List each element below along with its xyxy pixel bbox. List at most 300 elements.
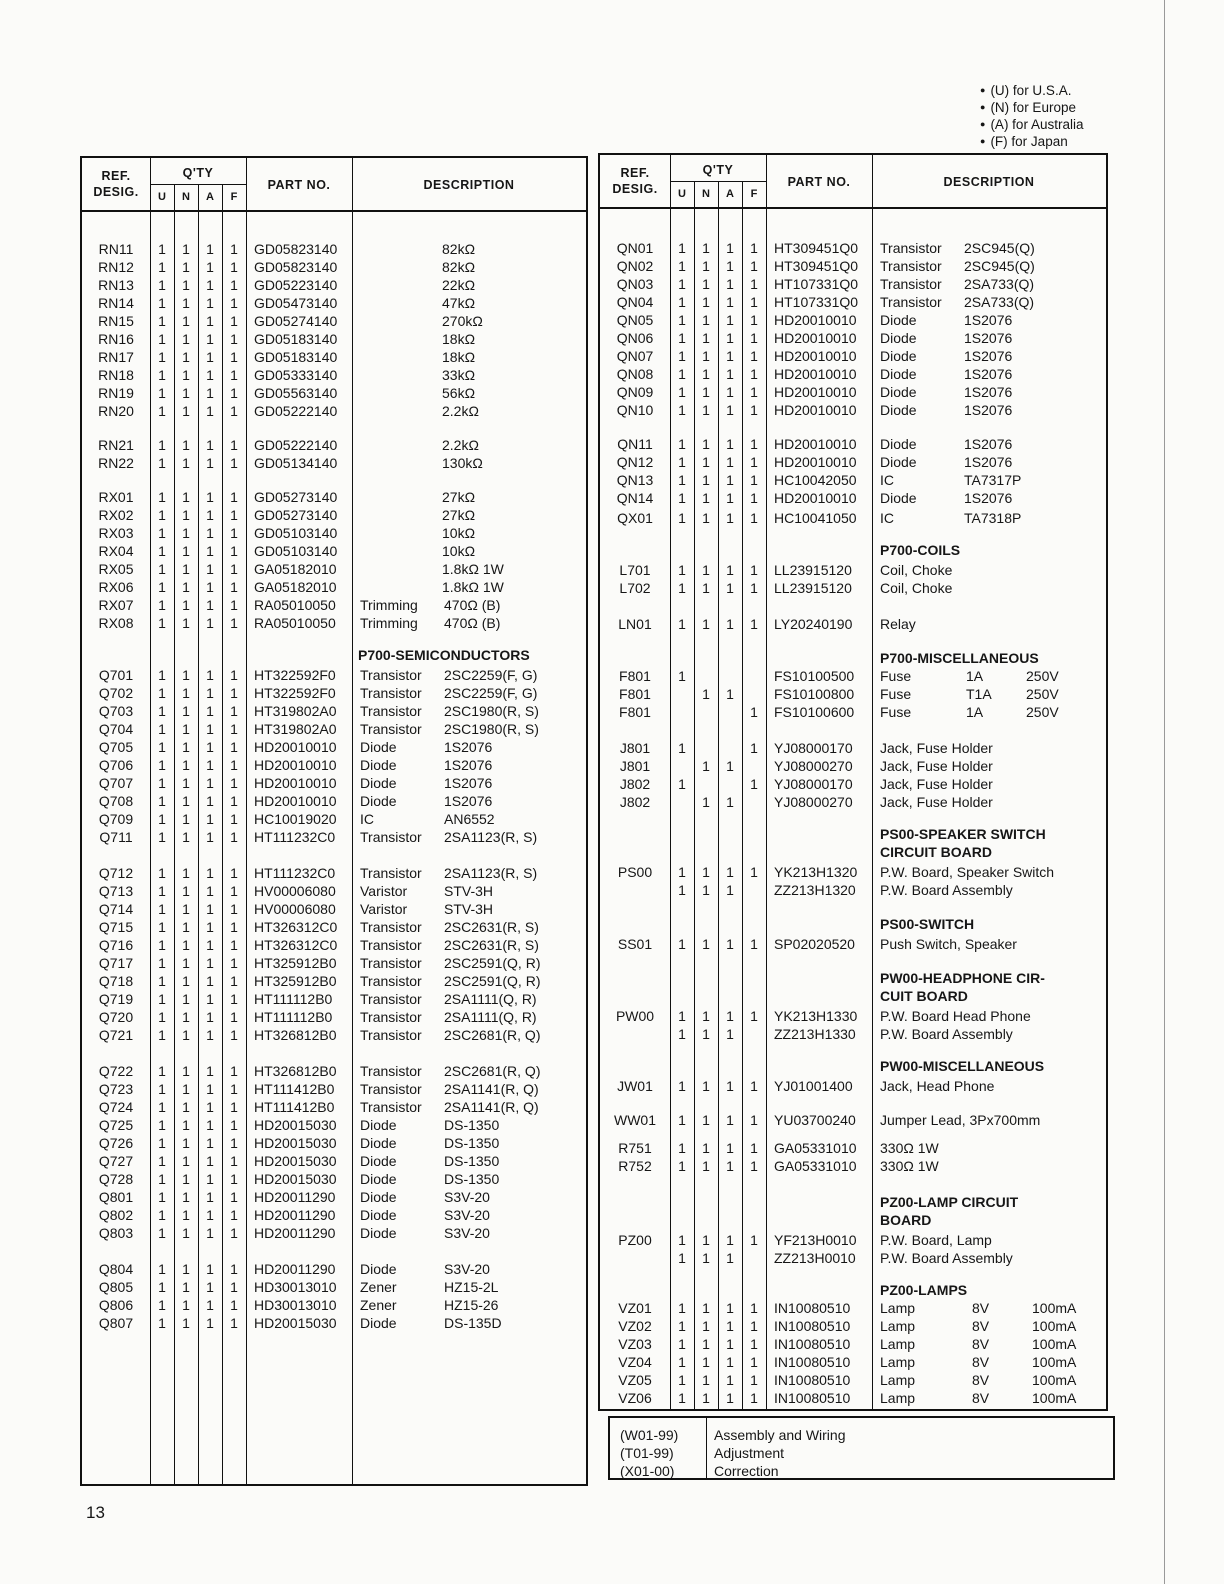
qty-f: 1 <box>230 793 238 809</box>
ref-header-line1: REF. <box>620 166 650 180</box>
qty-f: 1 <box>750 348 758 364</box>
table-row <box>600 863 1106 881</box>
description-rating: 250V <box>1026 668 1059 684</box>
qty-f: 1 <box>750 1008 758 1024</box>
description-type: Diode <box>360 793 397 809</box>
qty-n: 1 <box>702 294 710 310</box>
part-number: HV00006080 <box>254 883 336 899</box>
qty-u: 1 <box>158 775 166 791</box>
description-value: 2SA733(Q) <box>964 294 1035 310</box>
description-value: 56kΩ <box>442 385 476 401</box>
part-number: RA05010050 <box>254 597 336 613</box>
qty-u: 1 <box>158 597 166 613</box>
table-row <box>82 348 586 366</box>
qty-f: 1 <box>230 579 238 595</box>
table-row <box>600 329 1106 347</box>
ref-desig: J801 <box>619 758 651 774</box>
part-number: HT322592F0 <box>254 685 336 701</box>
section-title: P700-COILS <box>880 542 961 558</box>
qty-u: 1 <box>158 331 166 347</box>
part-number: HD20010010 <box>774 312 857 328</box>
qty-u: 1 <box>678 776 686 792</box>
part-number: HT319802A0 <box>254 703 337 719</box>
qty-a: 1 <box>726 1140 734 1156</box>
ref-desig: RX02 <box>98 507 134 523</box>
description-header: DESCRIPTION <box>423 178 515 192</box>
qty-u: 1 <box>678 384 686 400</box>
description-value: 1S2076 <box>444 775 493 791</box>
part-number: HD20011290 <box>254 1189 336 1205</box>
description-type: Transistor <box>880 240 942 256</box>
qty-a: 1 <box>726 366 734 382</box>
table-row <box>600 509 1106 527</box>
ref-desig: RN18 <box>98 367 134 383</box>
qty-f: 1 <box>230 313 238 329</box>
part-number: HD20010010 <box>774 330 857 346</box>
table-row <box>82 1062 586 1080</box>
table-row <box>82 666 586 684</box>
qty-u: 1 <box>678 258 686 274</box>
qty-n: 1 <box>702 1008 710 1024</box>
description-type: Diode <box>360 1189 397 1205</box>
table-row <box>82 720 586 738</box>
qty-a: 1 <box>206 561 214 577</box>
description-type: P.W. Board Assembly <box>880 1250 1013 1266</box>
qty-f: 1 <box>750 1372 758 1388</box>
qty-f: 1 <box>230 973 238 989</box>
qty-f: 1 <box>230 901 238 917</box>
ref-desig: Q707 <box>98 775 134 791</box>
part-number: YJ08000270 <box>774 758 853 774</box>
qty-n: 1 <box>182 579 190 595</box>
description-type: Varistor <box>360 883 408 899</box>
ref-desig: PZ00 <box>618 1232 652 1248</box>
table-row <box>600 257 1106 275</box>
part-number: YK213H1320 <box>774 864 858 880</box>
description-type: Diode <box>880 366 917 382</box>
qty-f: 1 <box>230 349 238 365</box>
description-value: 1S2076 <box>964 348 1013 364</box>
part-number: HD20010010 <box>774 384 857 400</box>
qty-u: 1 <box>158 295 166 311</box>
qty-f: 1 <box>230 919 238 935</box>
description-rating: 100mA <box>1032 1300 1077 1316</box>
qty-u: 1 <box>678 1112 686 1128</box>
ref-desig: VZ03 <box>618 1336 652 1352</box>
part-number: HD20010010 <box>774 348 857 364</box>
qty-a: 1 <box>726 1112 734 1128</box>
description-value: 1S2076 <box>964 330 1013 346</box>
qty-n: 1 <box>182 1027 190 1043</box>
qty-f: 1 <box>230 295 238 311</box>
qty-a: 1 <box>726 348 734 364</box>
qty-f: 1 <box>230 721 238 737</box>
section-title: BOARD <box>880 1212 932 1228</box>
description-value: 2SC1980(R, S) <box>444 721 539 737</box>
description-type: P.W. Board Head Phone <box>880 1008 1031 1024</box>
table-row <box>82 1260 586 1278</box>
part-number: HD20015030 <box>254 1171 337 1187</box>
part-number: IN10080510 <box>774 1318 851 1334</box>
qty-n: 1 <box>182 1225 190 1241</box>
part-number: GA05331010 <box>774 1140 857 1156</box>
qty-n: 1 <box>182 991 190 1007</box>
part-number: GA05331010 <box>774 1158 857 1174</box>
qty-u: 1 <box>158 1261 166 1277</box>
code-x: (X01-00) <box>620 1463 675 1479</box>
table-row <box>82 1170 586 1188</box>
qty-u: 1 <box>158 973 166 989</box>
table-row <box>600 1231 1106 1249</box>
table-row <box>82 738 586 756</box>
qty-n: 1 <box>182 811 190 827</box>
description-type: Transistor <box>360 667 422 683</box>
qty-u: 1 <box>678 454 686 470</box>
description-value: 10kΩ <box>442 543 476 559</box>
qty-u: 1 <box>678 402 686 418</box>
qty-n: 1 <box>702 454 710 470</box>
ref-desig: Q711 <box>99 829 133 845</box>
description-value: 1.8kΩ 1W <box>442 561 504 577</box>
part-number: GD05103140 <box>254 525 338 541</box>
part-number: YF213H0010 <box>774 1232 857 1248</box>
table-row <box>600 579 1106 597</box>
table-row <box>82 900 586 918</box>
description-value: 2SC2259(F, G) <box>444 667 538 683</box>
part-number: HD30013010 <box>254 1279 337 1295</box>
description-type: Diode <box>880 384 917 400</box>
qty-f: 1 <box>750 384 758 400</box>
qty-f: 1 <box>750 490 758 506</box>
qty-a: 1 <box>726 312 734 328</box>
description-value: 1S2076 <box>964 490 1013 506</box>
part-number: HT319802A0 <box>254 721 337 737</box>
description-type: Transistor <box>360 1063 422 1079</box>
qty-u: 1 <box>158 685 166 701</box>
description-value: 2.2kΩ <box>442 437 479 453</box>
description-value: HZ15-2L <box>444 1279 499 1295</box>
qty-f: 1 <box>230 1261 238 1277</box>
qty-u: 1 <box>158 615 166 631</box>
part-number: HD20010010 <box>774 436 857 452</box>
qty-u: 1 <box>678 1250 686 1266</box>
ref-desig: Q727 <box>98 1153 134 1169</box>
qty-f: 1 <box>750 1300 758 1316</box>
description-value: 8V <box>972 1336 990 1352</box>
qty-u: 1 <box>678 1336 686 1352</box>
description-type: Diode <box>360 1117 397 1133</box>
qty-a: 1 <box>206 1279 214 1295</box>
description-value: 82kΩ <box>442 259 476 275</box>
qty-n: 1 <box>182 1135 190 1151</box>
qty-u: 1 <box>158 739 166 755</box>
qty-n: 1 <box>702 402 710 418</box>
part-number: HV00006080 <box>254 901 336 917</box>
qty-a: 1 <box>206 919 214 935</box>
qty-f: 1 <box>750 1140 758 1156</box>
ref-desig: Q719 <box>98 991 134 1007</box>
table-row <box>82 436 586 454</box>
ref-desig: Q724 <box>98 1099 134 1115</box>
qty-f: 1 <box>750 454 758 470</box>
qty-f: 1 <box>230 1081 238 1097</box>
qty-n: 1 <box>182 313 190 329</box>
qty-f: 1 <box>750 936 758 952</box>
table-row <box>600 453 1106 471</box>
table-row <box>600 347 1106 365</box>
qty-a: 1 <box>206 775 214 791</box>
qty-f: 1 <box>230 1009 238 1025</box>
qty-u: 1 <box>678 294 686 310</box>
description-value: 1A <box>966 668 984 684</box>
qty-n: 1 <box>182 277 190 293</box>
qty-f: 1 <box>230 1027 238 1043</box>
qty-a: 1 <box>726 1232 734 1248</box>
qty-u: 1 <box>678 1158 686 1174</box>
description-value: 2SA1111(Q, R) <box>444 991 537 1007</box>
table-row <box>82 1098 586 1116</box>
qty-f: 1 <box>230 437 238 453</box>
ref-desig: RX06 <box>98 579 134 595</box>
qty-f: 1 <box>230 277 238 293</box>
qty-a: 1 <box>206 277 214 293</box>
description-type: 330Ω 1W <box>880 1140 939 1156</box>
qty-n: 1 <box>182 507 190 523</box>
ref-desig: R751 <box>618 1140 652 1156</box>
description-rating: 100mA <box>1032 1336 1077 1352</box>
part-number: HD20010010 <box>774 366 857 382</box>
qty-u: 1 <box>158 259 166 275</box>
qty-a: 1 <box>726 1390 734 1406</box>
table-row <box>600 703 1106 721</box>
part-number: YK213H1330 <box>774 1008 858 1024</box>
table-row <box>600 1389 1106 1407</box>
ref-desig: RN15 <box>98 313 134 329</box>
qty-n: 1 <box>182 349 190 365</box>
qty-n: 1 <box>702 1232 710 1248</box>
description-type: Lamp <box>880 1318 916 1334</box>
qty-a: 1 <box>726 686 734 702</box>
ref-desig: SS01 <box>617 936 653 952</box>
qty-a: 1 <box>206 349 214 365</box>
table-row <box>82 1314 586 1332</box>
ref-desig: Q703 <box>98 703 134 719</box>
part-number: HD20015030 <box>254 1117 337 1133</box>
qty-u: 1 <box>158 793 166 809</box>
qty-f: 1 <box>230 1297 238 1313</box>
qty-u: 1 <box>158 1171 166 1187</box>
qty-u: 1 <box>158 1063 166 1079</box>
description-rating: 100mA <box>1032 1354 1077 1370</box>
description-type: Trimming <box>360 597 418 613</box>
qty-a: 1 <box>206 721 214 737</box>
section-heading <box>600 1281 1106 1299</box>
qty-n: 1 <box>182 241 190 257</box>
section-title: CIRCUIT BOARD <box>880 844 992 860</box>
qty-n: 1 <box>182 937 190 953</box>
qty-f: 1 <box>230 667 238 683</box>
ref-desig: Q805 <box>98 1279 134 1295</box>
qty-u: 1 <box>158 937 166 953</box>
qty-f: 1 <box>230 455 238 471</box>
table-row <box>600 935 1106 953</box>
qty-a: 1 <box>726 276 734 292</box>
qty-col-f: F <box>230 191 238 203</box>
qty-n: 1 <box>702 312 710 328</box>
qty-a: 1 <box>206 883 214 899</box>
description-value: 33kΩ <box>442 367 476 383</box>
ref-desig: Q706 <box>98 757 134 773</box>
table-row <box>600 1335 1106 1353</box>
table-row <box>82 506 586 524</box>
qty-f: 1 <box>230 937 238 953</box>
ref-desig: Q725 <box>98 1117 134 1133</box>
qty-a: 1 <box>726 794 734 810</box>
qty-n: 1 <box>182 1153 190 1169</box>
qty-f: 1 <box>750 704 758 720</box>
table-row <box>82 702 586 720</box>
qty-u: 1 <box>678 616 686 632</box>
qty-n: 1 <box>702 240 710 256</box>
part-number: HD20010010 <box>254 793 337 809</box>
qty-f: 1 <box>750 240 758 256</box>
qty-u: 1 <box>158 1117 166 1133</box>
ref-desig: Q713 <box>98 883 134 899</box>
description-type: Diode <box>880 348 917 364</box>
description-value: 1A <box>966 704 984 720</box>
qty-a: 1 <box>206 1297 214 1313</box>
table-row <box>82 1188 586 1206</box>
qty-a: 1 <box>726 758 734 774</box>
qty-u: 1 <box>678 366 686 382</box>
part-number: LL23915120 <box>774 562 852 578</box>
part-number: YJ08000270 <box>774 794 853 810</box>
qty-n: 1 <box>182 1189 190 1205</box>
section-heading <box>600 969 1106 987</box>
ref-desig: RX04 <box>98 543 134 559</box>
qty-n: 1 <box>702 1140 710 1156</box>
part-number: IN10080510 <box>774 1390 851 1406</box>
qty-a: 1 <box>206 667 214 683</box>
description-type: Transistor <box>360 1027 422 1043</box>
part-number: HD20015030 <box>254 1135 337 1151</box>
ref-desig: VZ05 <box>618 1372 652 1388</box>
part-number: YJ08000170 <box>774 776 853 792</box>
qty-a: 1 <box>726 1026 734 1042</box>
qty-n: 1 <box>182 615 190 631</box>
qty-a: 1 <box>726 472 734 488</box>
qty-u: 1 <box>678 510 686 526</box>
qty-n: 1 <box>182 437 190 453</box>
description-type: Jack, Fuse Holder <box>880 794 993 810</box>
ref-desig: F801 <box>619 686 651 702</box>
part-number: HD30013010 <box>254 1297 337 1313</box>
qty-n: 1 <box>182 919 190 935</box>
qty-f: 1 <box>750 1158 758 1174</box>
description-value: 2SA1141(R, Q) <box>444 1099 539 1115</box>
part-number: HT325912B0 <box>254 973 337 989</box>
qty-a: 1 <box>206 829 214 845</box>
description-type: IC <box>880 510 894 526</box>
table-row <box>600 1007 1106 1025</box>
qty-a: 1 <box>206 1009 214 1025</box>
qty-n: 1 <box>182 561 190 577</box>
qty-n: 1 <box>182 367 190 383</box>
ref-desig: L701 <box>619 562 651 578</box>
table-row <box>600 239 1106 257</box>
part-number: LL23915120 <box>774 580 852 596</box>
qty-f: 1 <box>750 1078 758 1094</box>
part-number: HT326812B0 <box>254 1027 337 1043</box>
description-value: 1S2076 <box>964 384 1013 400</box>
table-row <box>82 384 586 402</box>
ref-desig: Q723 <box>98 1081 134 1097</box>
part-number: HD20010010 <box>254 739 337 755</box>
description-value: DS-1350 <box>444 1153 500 1169</box>
part-number: YJ01001400 <box>774 1078 853 1094</box>
qty-u: 1 <box>158 883 166 899</box>
description-value: 8V <box>972 1354 990 1370</box>
description-type: Diode <box>360 757 397 773</box>
description-type: P.W. Board, Lamp <box>880 1232 992 1248</box>
part-number: GA05182010 <box>254 561 337 577</box>
qty-n: 1 <box>182 525 190 541</box>
ref-desig: WW01 <box>614 1112 656 1128</box>
legend-item-usa: ● (U) for U.S.A. <box>980 82 1083 99</box>
table-row <box>82 542 586 560</box>
qty-f: 1 <box>750 294 758 310</box>
qty-a: 1 <box>206 455 214 471</box>
part-number: HD20010010 <box>774 402 857 418</box>
qty-f: 1 <box>230 1171 238 1187</box>
description-type: Diode <box>880 454 917 470</box>
qty-n: 1 <box>182 1207 190 1223</box>
part-number: HT326312C0 <box>254 919 338 935</box>
table-row <box>82 972 586 990</box>
description-value: 1S2076 <box>444 739 493 755</box>
table-row <box>600 739 1106 757</box>
qty-u: 1 <box>678 864 686 880</box>
qty-a: 1 <box>726 1158 734 1174</box>
qty-a: 1 <box>206 1225 214 1241</box>
description-type: Diode <box>360 1153 397 1169</box>
ref-desig: QX01 <box>617 510 653 526</box>
section-heading <box>600 649 1106 667</box>
qty-u: 1 <box>678 330 686 346</box>
description-value: 10kΩ <box>442 525 476 541</box>
ref-desig: Q801 <box>98 1189 134 1205</box>
qty-u: 1 <box>158 313 166 329</box>
qty-n: 1 <box>182 685 190 701</box>
qty-f: 1 <box>750 562 758 578</box>
section-title: PZ00-LAMPS <box>880 1282 968 1298</box>
qty-u: 1 <box>158 507 166 523</box>
qty-a: 1 <box>726 1354 734 1370</box>
description-type: IC <box>880 472 894 488</box>
qty-n: 1 <box>182 775 190 791</box>
qty-u: 1 <box>678 882 686 898</box>
description-value: 18kΩ <box>442 349 476 365</box>
ref-desig: RN19 <box>98 385 134 401</box>
qty-a: 1 <box>206 579 214 595</box>
ref-desig: RN13 <box>98 277 134 293</box>
qty-u: 1 <box>678 472 686 488</box>
qty-n: 1 <box>702 472 710 488</box>
qty-u: 1 <box>158 991 166 1007</box>
table-row <box>600 667 1106 685</box>
code-w: (W01-99) <box>620 1427 679 1443</box>
description-type: Diode <box>360 1135 397 1151</box>
